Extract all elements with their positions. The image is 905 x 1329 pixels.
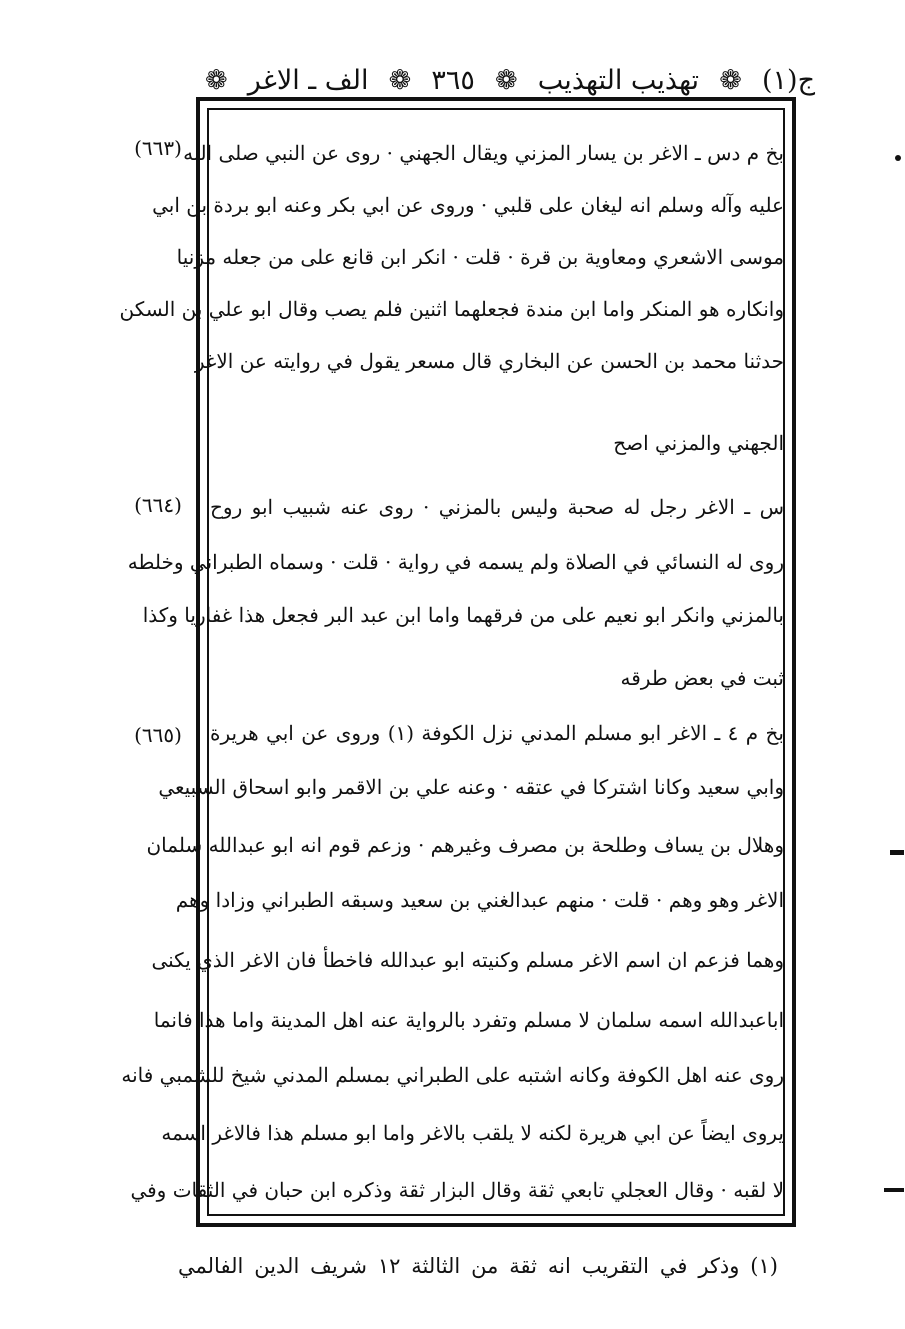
- text-line: بخ م ٤ ـ الاغر ابو مسلم المدني نزل الكوفة (١) وروى عن ابي هريرة: [210, 721, 784, 745]
- text-line: ثبت في بعض طرقه: [620, 666, 784, 690]
- text-line: وهما فزعم ان اسم الاغر مسلم وكنيته ابو عبدالله فاخطأ فان الاغر الذي يكنى: [151, 948, 784, 972]
- flower-ornament: ❁: [495, 64, 518, 96]
- book-title: تهذيب التهذيب: [537, 64, 700, 96]
- text-line: موسى الاشعري ومعاوية بن قرة · قلت · انكر ابن قانع على من جعله مزنيا: [176, 245, 784, 269]
- margin-mark: [895, 155, 901, 161]
- entry-number: (٦٦٥): [134, 723, 182, 747]
- entry-number: (٦٦٣): [134, 136, 182, 160]
- text-line: وانكاره هو المنكر واما ابن مندة فجعلهما اثنين فلم يصب وقال ابو علي بن السكن: [119, 297, 784, 321]
- volume-label: ج(۱): [761, 64, 815, 96]
- text-line: بالمزني وانكر ابو نعيم على من فرقهما واما ابن عبد البر فجعل هذا غفاريا وكذا: [142, 603, 784, 627]
- flower-ornament: ❁: [719, 64, 742, 96]
- text-line: الاغر وهو وهم · قلت · منهم عبدالغني بن سعيد وسبقه الطبراني وزادا وهم: [175, 888, 784, 912]
- text-line: وابي سعيد وكانا اشتركا في عتقه · وعنه علي بن الاقمر وابو اسحاق السبيعي: [158, 775, 784, 799]
- flower-ornament: ❁: [205, 64, 228, 96]
- margin-mark: [890, 850, 904, 855]
- text-line: روى له النسائي في الصلاة ولم يسمه في رواية · قلت · وسماه الطبراني وخلطه: [127, 550, 784, 574]
- text-line: لا لقبه · وقال العجلي تابعي ثقة وقال البزار ثقة وذكره ابن حبان في الثقات وفي: [130, 1178, 784, 1202]
- text-line: وهلال بن يساف وطلحة بن مصرف وغيرهم · وزعم قوم انه ابو عبدالله سلمان: [146, 833, 784, 857]
- text-line: يروى ايضاً عن ابي هريرة لكنه لا يلقب بالاغر واما ابو مسلم هذا فالاغر اسمه: [161, 1121, 784, 1145]
- page-number: ۳٦٥: [431, 64, 475, 96]
- entry-number: (٦٦٤): [134, 493, 182, 517]
- text-line: الجهني والمزني اصح: [613, 431, 784, 455]
- section-title: الف ـ الاغر: [247, 64, 369, 96]
- margin-mark: [884, 1188, 904, 1192]
- text-line: حدثنا محمد بن الحسن عن البخاري قال مسعر يقول في روايته عن الاغر: [194, 349, 784, 373]
- text-line: اباعبدالله اسمه سلمان لا مسلم وتفرد بالرواية عنه اهل المدينة واما هذا فانما: [153, 1008, 784, 1032]
- text-line: روى عنه اهل الكوفة وكانه اشتبه على الطبراني بمسلم المدني شيخ للشمبي فانه: [121, 1063, 784, 1087]
- text-line: عليه وآله وسلم انه ليغان على قلبي · وروى عن ابي بكر وعنه ابو بردة بن ابي: [152, 193, 784, 217]
- footnote: (١) وذكر في التقريب انه ثقة من الثالثة ١٢ شريف الدين الفالمي: [178, 1254, 778, 1278]
- text-line: س ـ الاغر رجل له صحبة وليس بالمزني · روى عنه شبيب ابو روح: [210, 495, 784, 519]
- text-line: بخ م دس ـ الاغر بن يسار المزني ويقال الجهني · روى عن النبي صلى الله: [183, 141, 784, 165]
- page-header: [205, 58, 815, 102]
- flower-ornament: ❁: [388, 64, 412, 96]
